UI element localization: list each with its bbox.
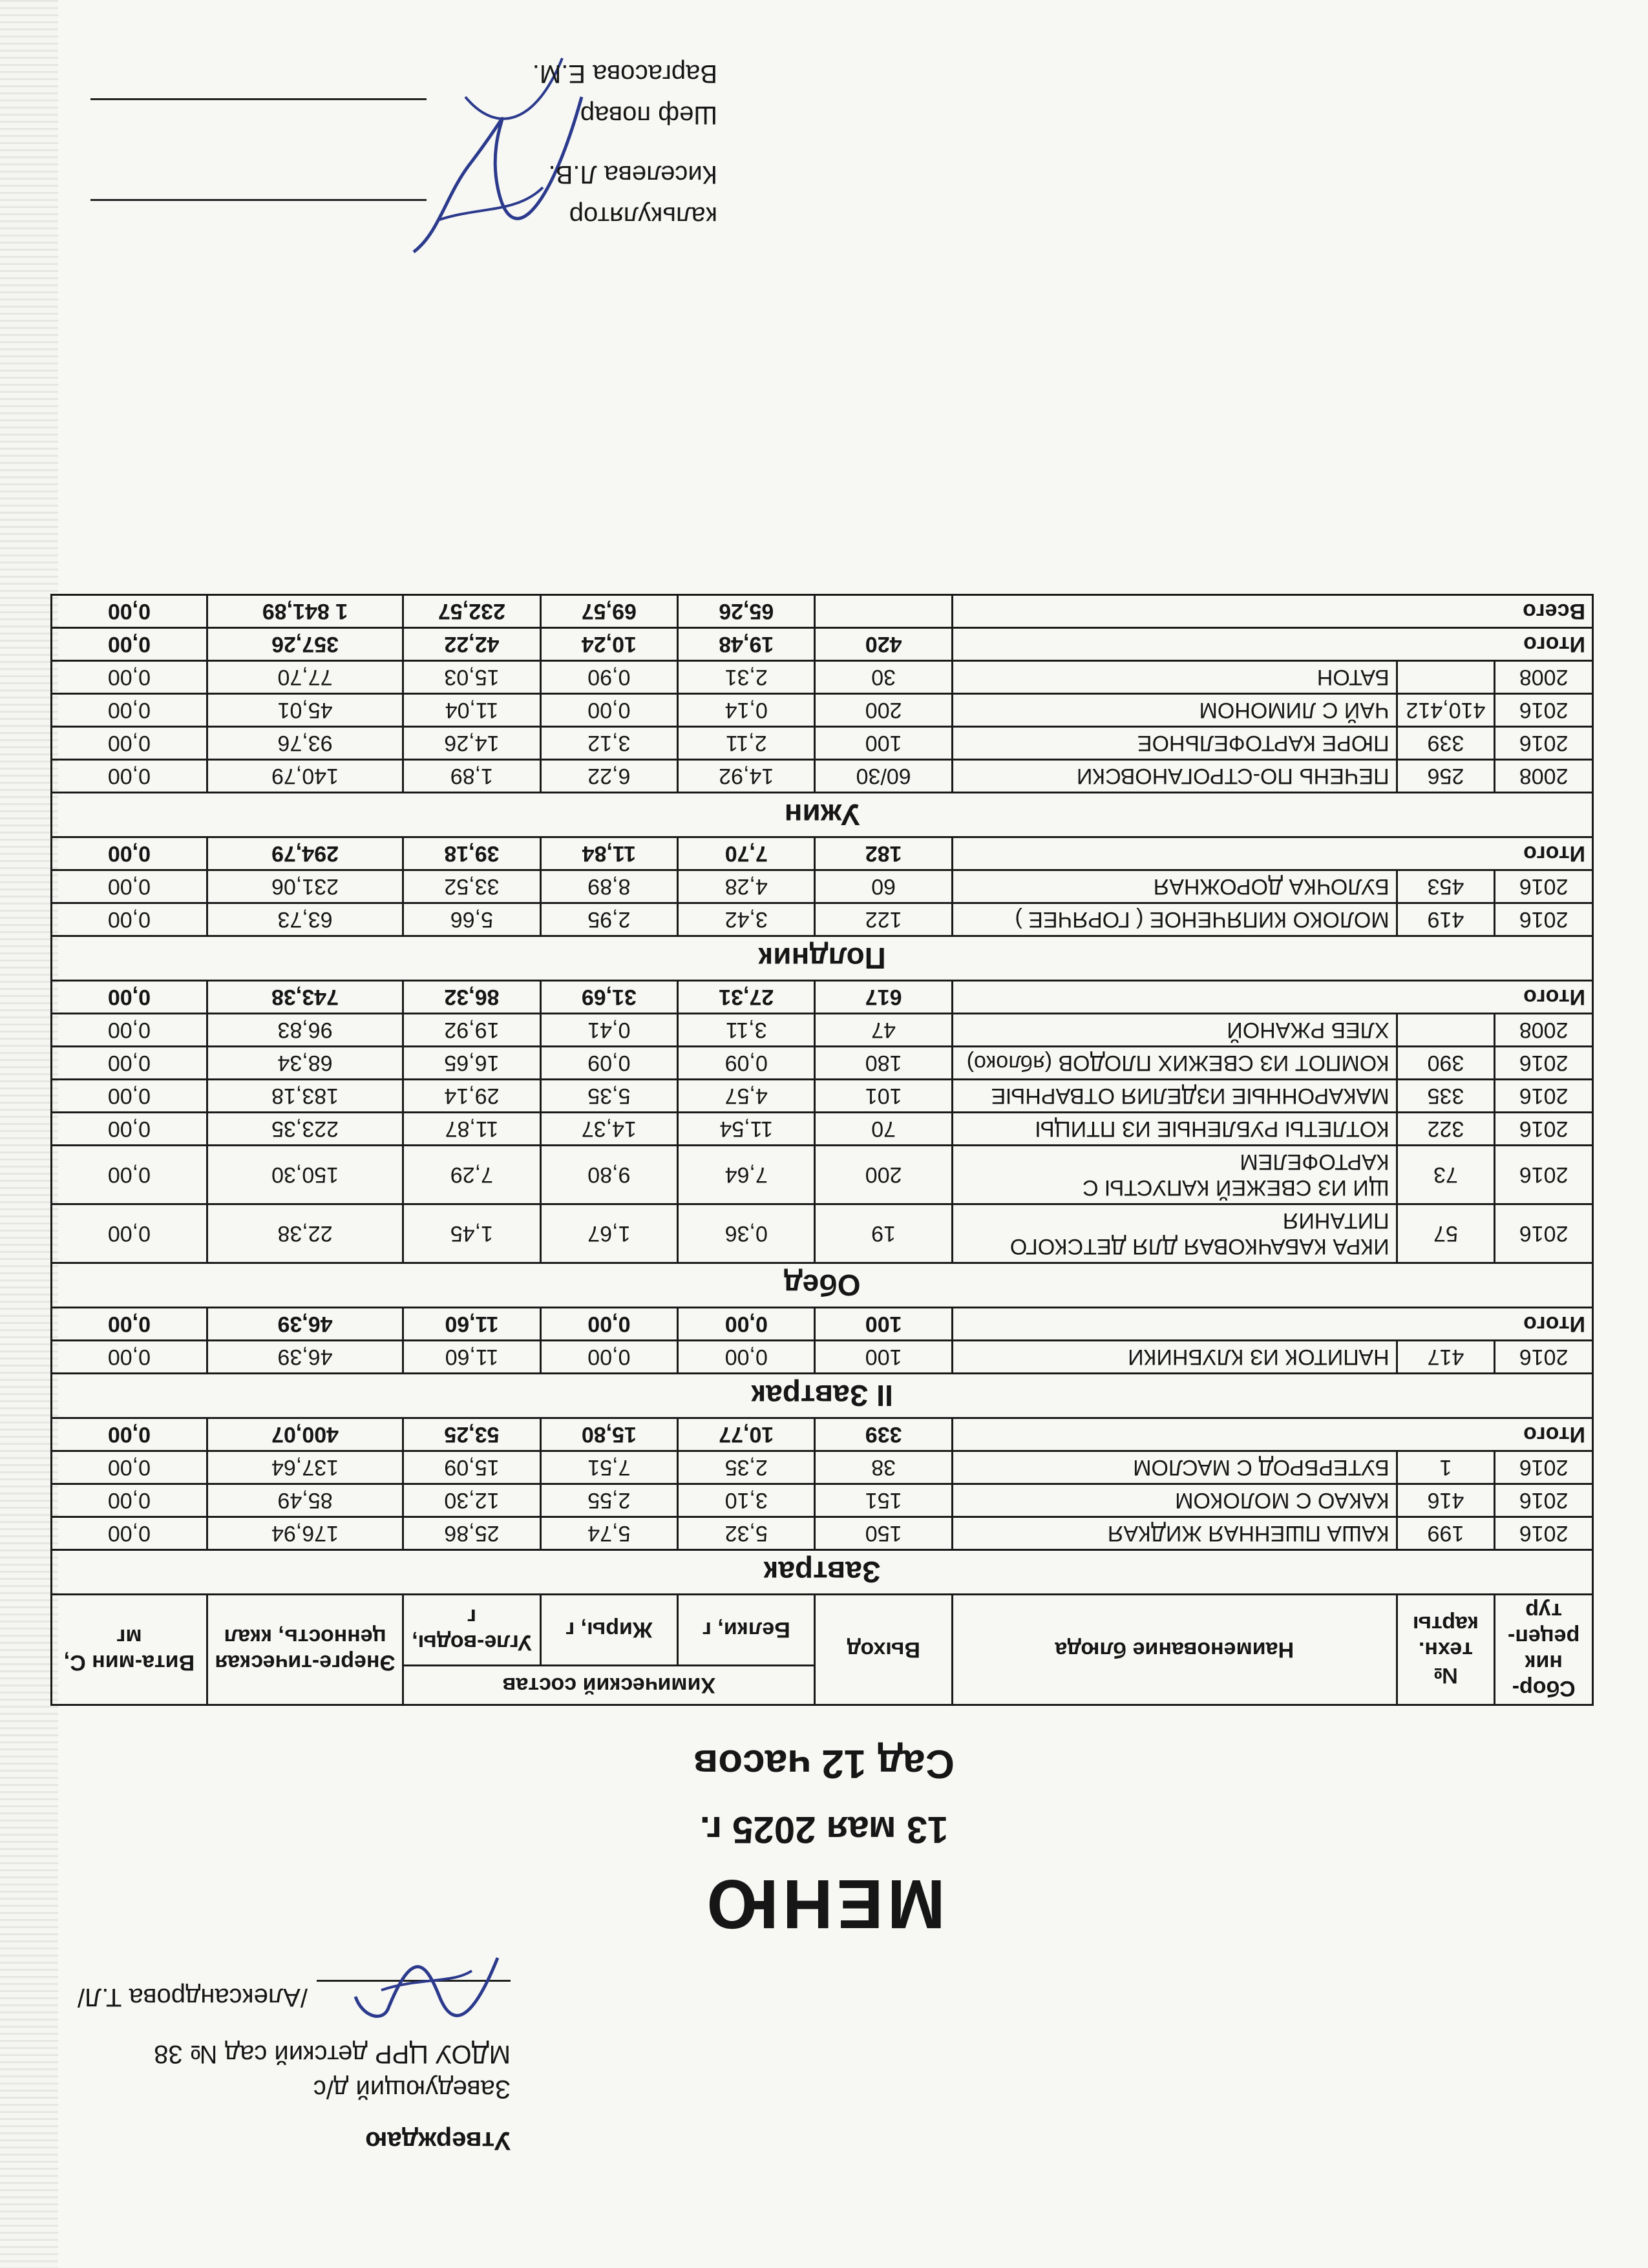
table-row [52, 1014, 1593, 1047]
cell-vitamin: 0,00 [52, 1014, 207, 1047]
cell-output: 19 [815, 1204, 952, 1263]
cell-fats: 1,67 [540, 1204, 677, 1263]
cell-vitamin: 0,00 [52, 661, 207, 694]
header-energy: Энерге-тическая ценность, ккал [207, 1595, 403, 1705]
section-title: Обед [52, 1263, 1593, 1308]
cell-vitamin: 0,00 [52, 1341, 207, 1374]
footer-calc-role: калькулятор [569, 202, 717, 230]
cell-carbs: 15,03 [403, 661, 540, 694]
cell-collection: 2016 [1495, 1341, 1593, 1374]
total-carbs: 39,18 [403, 837, 540, 870]
cell-dish-name: МОЛОКО КИПЯЧЕНОЕ ( ГОРЯЧЕЕ ) [952, 903, 1397, 936]
cell-vitamin: 0,00 [52, 1146, 207, 1204]
table-row [52, 1341, 1593, 1374]
section-header [52, 1550, 1593, 1595]
total-fats: 0,00 [540, 1308, 677, 1341]
head-signature-icon [343, 1938, 511, 2035]
footer-chef-row [71, 98, 717, 132]
cell-fats: 5,35 [540, 1080, 677, 1113]
cell-output: 47 [815, 1014, 952, 1047]
section-header [52, 936, 1593, 981]
cell-collection: 2016 [1495, 1080, 1593, 1113]
footer-chef-role: Шеф повар [580, 101, 717, 129]
cell-tech-card: 453 [1397, 870, 1495, 903]
cell-vitamin: 0,00 [52, 760, 207, 793]
cell-output: 30 [815, 661, 952, 694]
cell-vitamin: 0,00 [52, 1204, 207, 1263]
table-row [52, 1451, 1593, 1484]
header-proteins: Белки, г [678, 1595, 815, 1666]
cell-dish-name: ЩИ ИЗ СВЕЖЕЙ КАПУСТЫ С КАРТОФЕЛЕМ [952, 1146, 1397, 1204]
cell-carbs: 5,66 [403, 903, 540, 936]
cell-tech-card [1397, 1014, 1495, 1047]
cell-dish-name: БУЛОЧКА ДОРОЖНАЯ [952, 870, 1397, 903]
table-row [52, 661, 1593, 694]
cell-fats: 0,41 [540, 1014, 677, 1047]
cell-proteins: 3,42 [678, 903, 815, 936]
cell-collection: 2016 [1495, 903, 1593, 936]
cell-energy: 68,34 [207, 1047, 403, 1080]
cell-carbs: 7,29 [403, 1146, 540, 1204]
cell-dish-name: МАКАРОННЫЕ ИЗДЕЛИЯ ОТВАРНЫЕ [952, 1080, 1397, 1113]
cell-collection: 2016 [1495, 1113, 1593, 1146]
cell-carbs: 1,89 [403, 760, 540, 793]
section-title: Ужин [52, 793, 1593, 837]
cell-vitamin: 0,00 [52, 1047, 207, 1080]
total-output: 617 [815, 981, 952, 1014]
cell-fats: 5,74 [540, 1517, 677, 1550]
cell-carbs: 14,26 [403, 727, 540, 760]
total-label: Итого [952, 981, 1592, 1014]
cell-fats: 3,12 [540, 727, 677, 760]
total-energy: 294,79 [207, 837, 403, 870]
cell-dish-name: КАША ПШЕННАЯ ЖИДКАЯ [952, 1517, 1397, 1550]
table-row [52, 870, 1593, 903]
table-row [52, 903, 1593, 936]
cell-collection: 2008 [1495, 661, 1593, 694]
grand-total-output [815, 595, 952, 628]
approve-word: Утверждаю [365, 2126, 511, 2155]
cell-energy: 46,39 [207, 1341, 403, 1374]
section-header [52, 1263, 1593, 1308]
table-row [52, 760, 1593, 793]
cell-fats: 6,22 [540, 760, 677, 793]
cell-output: 200 [815, 694, 952, 727]
cell-carbs: 19,92 [403, 1014, 540, 1047]
cell-vitamin: 0,00 [52, 1080, 207, 1113]
cell-vitamin: 0,00 [52, 694, 207, 727]
grand-total-proteins: 65,26 [678, 595, 815, 628]
header-output: Выход [815, 1595, 952, 1705]
page-title: МЕНЮ [703, 1865, 945, 1944]
cell-collection: 2016 [1495, 1517, 1593, 1550]
total-fats: 11,84 [540, 837, 677, 870]
cell-proteins: 11,54 [678, 1113, 815, 1146]
cell-output: 60 [815, 870, 952, 903]
cell-proteins: 0,00 [678, 1341, 815, 1374]
cell-proteins: 4,57 [678, 1080, 815, 1113]
cell-carbs: 11,60 [403, 1341, 540, 1374]
footer-calc-row [71, 199, 717, 233]
cell-dish-name: ИКРА КАБАЧКОВАЯ ДЛЯ ДЕТСКОГО ПИТАНИЯ [952, 1204, 1397, 1263]
cell-vitamin: 0,00 [52, 1113, 207, 1146]
total-energy: 357,26 [207, 628, 403, 661]
cell-tech-card: 417 [1397, 1341, 1495, 1374]
table-row [52, 1047, 1593, 1080]
header-collection: Сбор-ник рецеп-тур [1495, 1595, 1593, 1705]
menu-body [52, 595, 1593, 1595]
total-carbs: 42,22 [403, 628, 540, 661]
section-title: Полдник [52, 936, 1593, 981]
header-chemical: Химический состав [403, 1665, 815, 1705]
grand-total-fats: 69,57 [540, 595, 677, 628]
cell-collection: 2016 [1495, 870, 1593, 903]
approval-position: Заведующий д/с [313, 2075, 511, 2103]
cell-proteins: 7,64 [678, 1146, 815, 1204]
cell-energy: 22,38 [207, 1204, 403, 1263]
cell-proteins: 2,31 [678, 661, 815, 694]
garden-group: Сад 12 часов [693, 1741, 955, 1786]
total-label: Итого [952, 1418, 1592, 1451]
menu-date: 13 мая 2025 г. [699, 1809, 949, 1851]
cell-fats: 2,95 [540, 903, 677, 936]
grand-total-energy: 1 841,89 [207, 595, 403, 628]
total-proteins: 7,70 [678, 837, 815, 870]
cell-carbs: 1,45 [403, 1204, 540, 1263]
cell-tech-card: 57 [1397, 1204, 1495, 1263]
cell-proteins: 5,32 [678, 1517, 815, 1550]
total-output: 420 [815, 628, 952, 661]
cell-dish-name: БАТОН [952, 661, 1397, 694]
header-tech-card: № техн. карты [1397, 1595, 1495, 1705]
section-total-row [52, 1418, 1593, 1451]
header-fats: Жиры, г [540, 1595, 677, 1666]
cell-energy: 176,94 [207, 1517, 403, 1550]
total-carbs: 11,60 [403, 1308, 540, 1341]
section-header [52, 793, 1593, 837]
cell-collection: 2016 [1495, 694, 1593, 727]
table-row [52, 1113, 1593, 1146]
total-fats: 15,80 [540, 1418, 677, 1451]
approval-signer: /Александрова Т.Л/ [77, 1983, 308, 2011]
cell-proteins: 0,14 [678, 694, 815, 727]
table-row [52, 727, 1593, 760]
cell-carbs: 29,14 [403, 1080, 540, 1113]
cell-carbs: 15,09 [403, 1451, 540, 1484]
total-label: Итого [952, 628, 1592, 661]
cell-tech-card: 419 [1397, 903, 1495, 936]
total-vitamin: 0,00 [52, 1308, 207, 1341]
header-vitamin: Вита-мин С, мг [52, 1595, 207, 1705]
total-output: 100 [815, 1308, 952, 1341]
cell-vitamin: 0,00 [52, 1451, 207, 1484]
cell-energy: 93,76 [207, 727, 403, 760]
total-fats: 31,69 [540, 981, 677, 1014]
total-vitamin: 0,00 [52, 837, 207, 870]
grand-total-label: Всего [952, 595, 1592, 628]
section-title: II Завтрак [52, 1374, 1593, 1418]
table-row [52, 1146, 1593, 1204]
cell-carbs: 12,30 [403, 1484, 540, 1517]
cell-dish-name: БУТЕРБРОД С МАСЛОМ [952, 1451, 1397, 1484]
cell-output: 150 [815, 1517, 952, 1550]
cell-tech-card: 410,412 [1397, 694, 1495, 727]
cell-collection: 2016 [1495, 1047, 1593, 1080]
total-label: Итого [952, 837, 1592, 870]
total-output: 182 [815, 837, 952, 870]
table-row [52, 1484, 1593, 1517]
cell-fats: 7,51 [540, 1451, 677, 1484]
grand-total-vitamin: 0,00 [52, 595, 207, 628]
section-total-row [52, 1308, 1593, 1341]
cell-output: 60/30 [815, 760, 952, 793]
cell-tech-card: 199 [1397, 1517, 1495, 1550]
total-output: 339 [815, 1418, 952, 1451]
cell-vitamin: 0,00 [52, 870, 207, 903]
total-label: Итого [952, 1308, 1592, 1341]
cell-proteins: 0,09 [678, 1047, 815, 1080]
cell-dish-name: ПЕЧЕНЬ ПО-СТРОГАНОВСКИ [952, 760, 1397, 793]
cell-collection: 2008 [1495, 1014, 1593, 1047]
total-carbs: 53,25 [403, 1418, 540, 1451]
cell-fats: 0,00 [540, 1341, 677, 1374]
cell-tech-card: 335 [1397, 1080, 1495, 1113]
cell-output: 100 [815, 727, 952, 760]
cell-proteins: 2,35 [678, 1451, 815, 1484]
cell-vitamin: 0,00 [52, 727, 207, 760]
cell-collection: 2016 [1495, 727, 1593, 760]
cell-energy: 96,83 [207, 1014, 403, 1047]
signature-line [90, 98, 427, 126]
cell-tech-card: 390 [1397, 1047, 1495, 1080]
section-header [52, 1374, 1593, 1418]
cell-output: 200 [815, 1146, 952, 1204]
table-row [52, 1517, 1593, 1550]
cell-proteins: 14,92 [678, 760, 815, 793]
cell-proteins: 0,36 [678, 1204, 815, 1263]
cell-proteins: 3,11 [678, 1014, 815, 1047]
cell-dish-name: ПЮРЕ КАРТОФЕЛЬНОЕ [952, 727, 1397, 760]
total-vitamin: 0,00 [52, 981, 207, 1014]
cell-carbs: 33,52 [403, 870, 540, 903]
cell-collection: 2016 [1495, 1204, 1593, 1263]
cell-collection: 2008 [1495, 760, 1593, 793]
cell-carbs: 11,87 [403, 1113, 540, 1146]
cell-dish-name: КАКАО С МОЛОКОМ [952, 1484, 1397, 1517]
total-energy: 743,38 [207, 981, 403, 1014]
cell-output: 101 [815, 1080, 952, 1113]
cell-energy: 223,35 [207, 1113, 403, 1146]
cell-fats: 0,00 [540, 694, 677, 727]
total-energy: 400,07 [207, 1418, 403, 1451]
total-proteins: 27,31 [678, 981, 815, 1014]
footer-calc-name-row [71, 158, 717, 191]
cell-tech-card: 339 [1397, 727, 1495, 760]
cell-tech-card: 1 [1397, 1451, 1495, 1484]
cell-dish-name: НАПИТОК ИЗ КЛУБНИКИ [952, 1341, 1397, 1374]
cell-vitamin: 0,00 [52, 903, 207, 936]
total-proteins: 10,77 [678, 1418, 815, 1451]
cell-output: 122 [815, 903, 952, 936]
total-proteins: 19,48 [678, 628, 815, 661]
cell-proteins: 3,10 [678, 1484, 815, 1517]
cell-dish-name: КОМПОТ ИЗ СВЕЖИХ ПЛОДОВ (яблоко) [952, 1047, 1397, 1080]
cell-output: 180 [815, 1047, 952, 1080]
approval-org: МДОУ ЦРР детский сад № 38 [154, 2040, 511, 2068]
cell-vitamin: 0,00 [52, 1517, 207, 1550]
cell-collection: 2016 [1495, 1451, 1593, 1484]
table-row [52, 1204, 1593, 1263]
cell-fats: 0,09 [540, 1047, 677, 1080]
cell-dish-name: ЧАЙ С ЛИМОНОМ [952, 694, 1397, 727]
cell-tech-card: 256 [1397, 760, 1495, 793]
cell-tech-card [1397, 661, 1495, 694]
header-dish-name: Наименование блюда [952, 1595, 1397, 1705]
footer-chef-name: Варгасова Е.М. [532, 59, 717, 88]
cell-energy: 183,18 [207, 1080, 403, 1113]
cell-collection: 2016 [1495, 1146, 1593, 1204]
cell-output: 151 [815, 1484, 952, 1517]
grand-total-carbs: 232,57 [403, 595, 540, 628]
cell-output: 38 [815, 1451, 952, 1484]
cell-output: 100 [815, 1341, 952, 1374]
total-vitamin: 0,00 [52, 628, 207, 661]
header-carbs: Угле-воды, г [403, 1595, 540, 1666]
cell-energy: 77,70 [207, 661, 403, 694]
header-row-1 [52, 1665, 1593, 1705]
cell-output: 70 [815, 1113, 952, 1146]
total-energy: 46,39 [207, 1308, 403, 1341]
cell-carbs: 16,65 [403, 1047, 540, 1080]
cell-energy: 63,73 [207, 903, 403, 936]
cell-proteins: 2,11 [678, 727, 815, 760]
cell-fats: 0,90 [540, 661, 677, 694]
footer-chef-name-row [71, 57, 717, 90]
cell-fats: 9,80 [540, 1146, 677, 1204]
cell-fats: 2,55 [540, 1484, 677, 1517]
cell-proteins: 4,28 [678, 870, 815, 903]
cell-dish-name: ХЛЕБ РЖАНОЙ [952, 1014, 1397, 1047]
cell-energy: 45,01 [207, 694, 403, 727]
footer-calc-name: Киселева Л.В. [548, 160, 717, 189]
cell-carbs: 11,04 [403, 694, 540, 727]
cell-energy: 150,30 [207, 1146, 403, 1204]
total-carbs: 86,32 [403, 981, 540, 1014]
total-fats: 10,24 [540, 628, 677, 661]
cell-collection: 2016 [1495, 1484, 1593, 1517]
section-total-row [52, 981, 1593, 1014]
cell-energy: 231,06 [207, 870, 403, 903]
grand-total-row [52, 595, 1593, 628]
menu-table [50, 594, 1594, 1706]
section-total-row [52, 628, 1593, 661]
total-proteins: 0,00 [678, 1308, 815, 1341]
cell-carbs: 25,86 [403, 1517, 540, 1550]
cell-fats: 14,37 [540, 1113, 677, 1146]
total-vitamin: 0,00 [52, 1418, 207, 1451]
footer-signatures [71, 49, 717, 233]
cell-tech-card: 322 [1397, 1113, 1495, 1146]
section-title: Завтрак [52, 1550, 1593, 1595]
cell-energy: 137,64 [207, 1451, 403, 1484]
cell-fats: 8,89 [540, 870, 677, 903]
cell-vitamin: 0,00 [52, 1484, 207, 1517]
cell-tech-card: 416 [1397, 1484, 1495, 1517]
cell-energy: 85,49 [207, 1484, 403, 1517]
section-total-row [52, 837, 1593, 870]
signature-line [90, 199, 427, 227]
cell-energy: 140,79 [207, 760, 403, 793]
cell-tech-card: 73 [1397, 1146, 1495, 1204]
table-row [52, 694, 1593, 727]
table-row [52, 1080, 1593, 1113]
cell-dish-name: КОТЛЕТЫ РУБЛЕНЫЕ ИЗ ПТИЦЫ [952, 1113, 1397, 1146]
